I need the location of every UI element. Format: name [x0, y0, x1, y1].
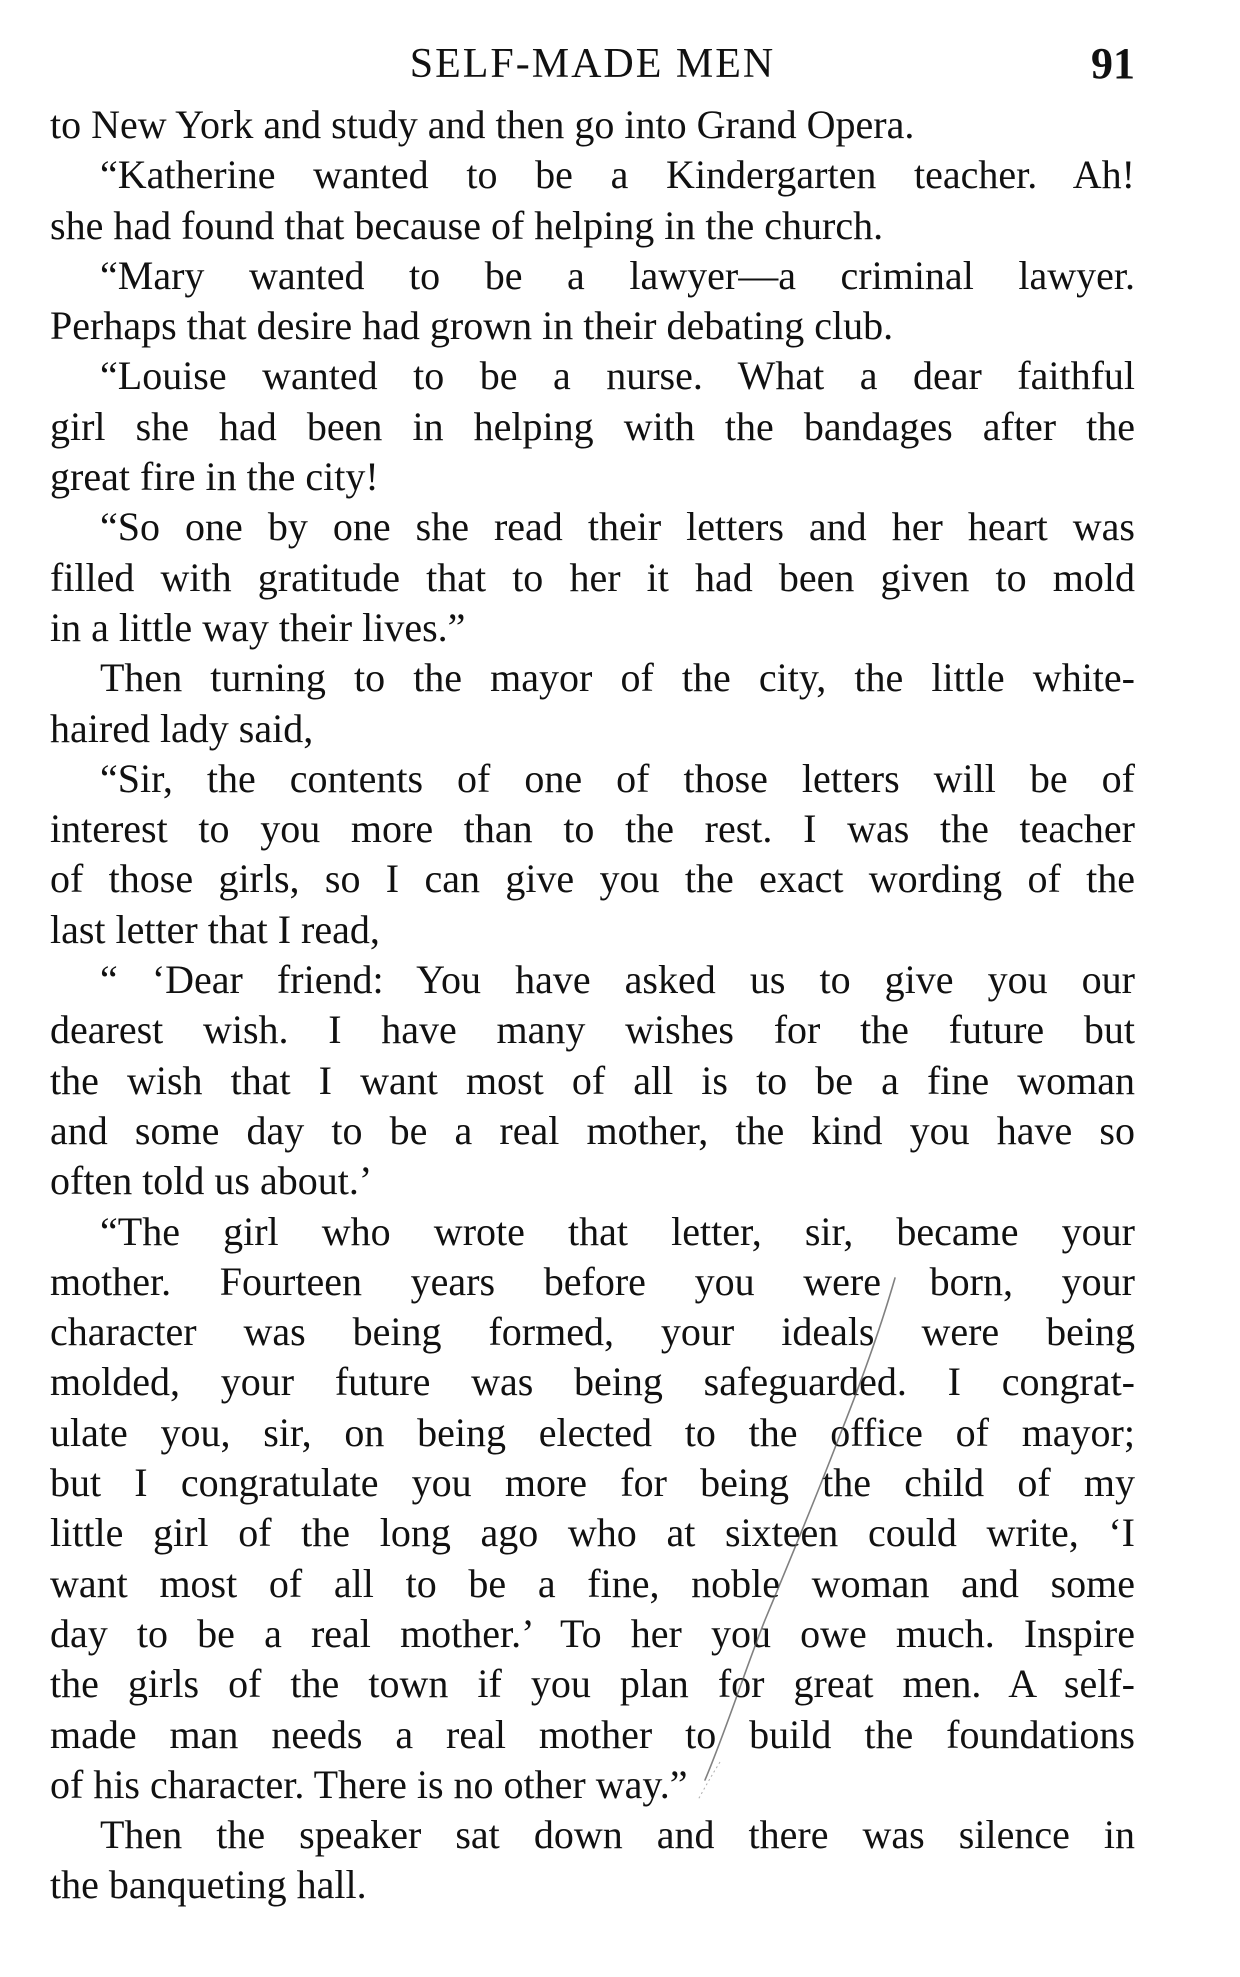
text-line: “Sir, the contents of one of those letters will be of [100, 755, 1135, 801]
page-number: 91 [1091, 39, 1135, 88]
text-line: haired lady said, [50, 705, 314, 751]
text-line: she had found that because of helping in the church. [50, 202, 884, 248]
text-line: the banqueting hall. [50, 1862, 367, 1908]
text-line: last letter that I read, [50, 906, 380, 952]
text-line: often told us about.’ [50, 1158, 373, 1204]
text-line: ulate you, sir, on being elected to the office of mayor; [50, 1409, 1135, 1455]
body-text [50, 100, 1135, 1911]
text-line: great fire in the city! [50, 454, 379, 500]
text-line: Perhaps that desire had grown in their debating club. [50, 303, 894, 349]
text-line: made man needs a real mother to build the foundations [50, 1711, 1135, 1757]
text-line: dearest wish. I have many wishes for the future but [50, 1007, 1135, 1053]
text-line: of his character. There is no other way.” [50, 1761, 688, 1807]
running-title: SELF-MADE MEN [409, 41, 776, 87]
text-line: the girls of the town if you plan for great men. A self- [50, 1661, 1135, 1707]
text-line: filled with gratitude that to her it had been given to mold [50, 554, 1135, 600]
text-line: little girl of the long ago who at sixteen could write, ‘I [50, 1510, 1135, 1556]
running-head [50, 34, 1135, 94]
text-line: girl she had been in helping with the bandages after the [50, 403, 1135, 449]
text-line: of those girls, so I can give you the exact wording of the [50, 856, 1135, 902]
text-line: the wish that I want most of all is to be a fine woman [50, 1057, 1135, 1103]
text-line: to New York and study and then go into Grand Opera. [50, 102, 915, 147]
text-line: “Mary wanted to be a lawyer—a criminal lawyer. [100, 252, 1135, 298]
text-line: “ ‘Dear friend: You have asked us to give you our [100, 957, 1135, 1003]
text-line: day to be a real mother.’ To her you owe much. Inspire [50, 1610, 1135, 1656]
text-line: “So one by one she read their letters and her heart was [100, 504, 1135, 550]
text-line: in a little way their lives.” [50, 604, 466, 650]
text-line: “Louise wanted to be a nurse. What a dear faithful [100, 353, 1135, 399]
text-line: mother. Fourteen years before you were born, your [50, 1258, 1135, 1304]
text-line: and some day to be a real mother, the kind you have so [50, 1107, 1135, 1153]
text-line: character was being formed, your ideals were being [50, 1309, 1135, 1355]
text-line: interest to you more than to the rest. I was the teacher [50, 806, 1135, 852]
text-line: “The girl who wrote that letter, sir, became your [100, 1208, 1135, 1254]
text-line: Then turning to the mayor of the city, the little white- [100, 655, 1135, 701]
text-line: “Katherine wanted to be a Kindergarten teacher. Ah! [100, 152, 1135, 198]
text-line: molded, your future was being safeguarded. I congrat- [50, 1359, 1135, 1405]
text-line: but I congratulate you more for being the child of my [50, 1460, 1135, 1506]
text-line: Then the speaker sat down and there was silence in [100, 1812, 1135, 1858]
text-line: want most of all to be a fine, noble woman and some [50, 1560, 1135, 1606]
